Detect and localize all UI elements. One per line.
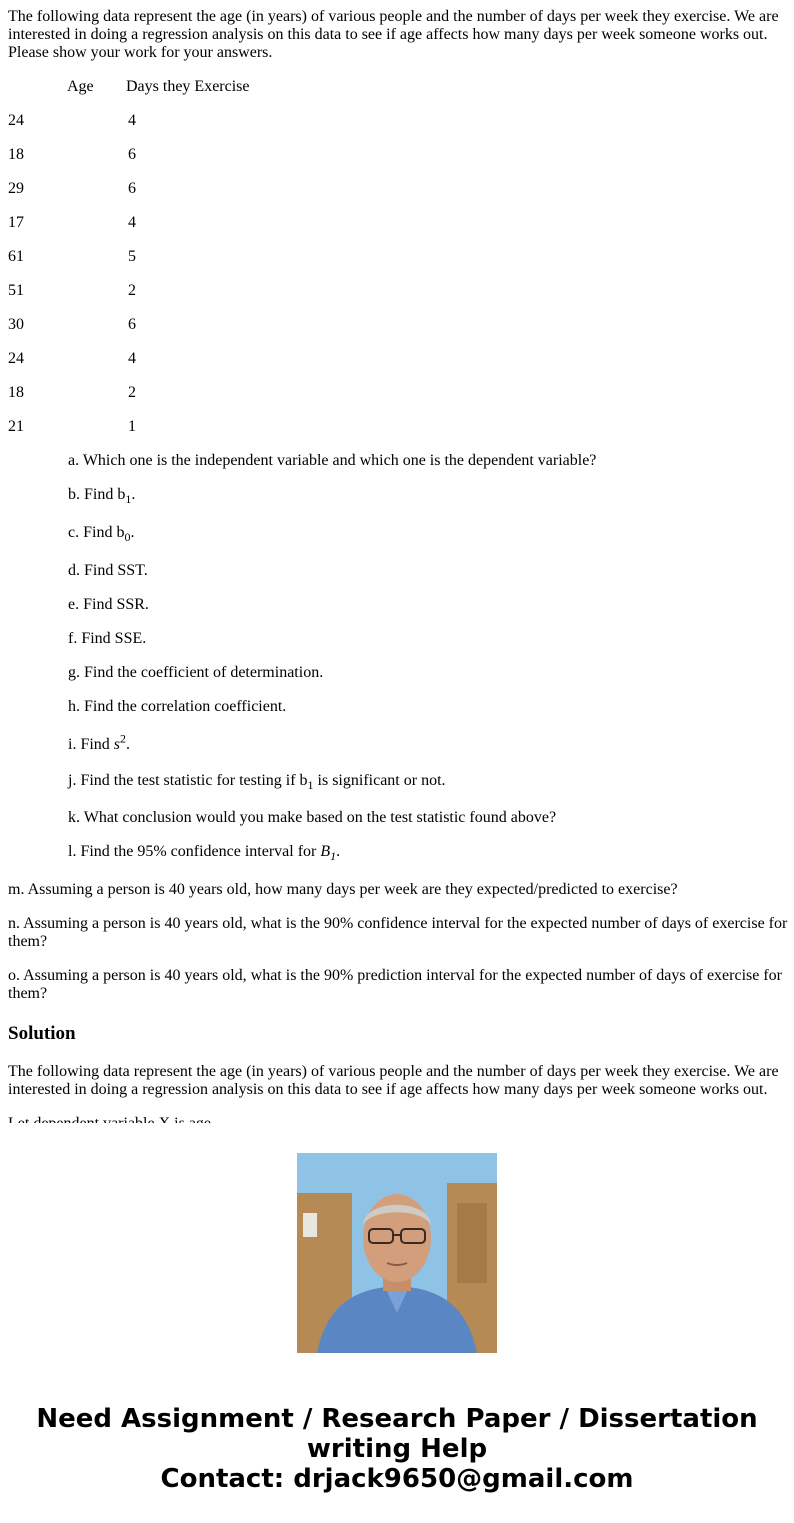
table-cell-days: 6 [128,146,136,163]
question-o: o. Assuming a person is 40 years old, what is the 90% prediction interval for the expected number of days of exercise for them? [8,967,783,1002]
table-cell-age: 24 [8,350,24,367]
promo-footer [0,1123,794,1523]
table-cell-age: 51 [8,282,24,299]
table-cell-days: 6 [128,316,136,333]
question-d: d. Find SST. [68,562,148,579]
question-c-text: c. Find b [68,524,125,541]
table-cell-age: 61 [8,248,24,265]
contact-banner [0,1404,794,1494]
question-i [68,731,788,754]
question-f: f. Find SSE. [68,630,147,647]
banner-line-2: writing Help [306,1434,488,1464]
question-c-subscript: 0 [124,530,131,545]
question-i-superscript: 2 [120,731,127,746]
question-b-period: . [131,486,136,503]
age-column-header: Age [67,78,94,95]
question-g: g. Find the coefficient of determination. [68,664,324,681]
solution-paragraph: The following data represent the age (in years) of various people and the number of days per week they exercise. We are interested in doing a regression analysis on this data to see if age affects how many days per week someone works out. [8,1063,779,1098]
table-cell-days: 4 [128,112,136,129]
table-cell-age: 18 [8,384,24,401]
question-j-subscript: 1 [307,778,314,793]
question-h: h. Find the correlation coefficient. [68,698,287,715]
table-cell-age: 18 [8,146,24,163]
question-b-subscript: 1 [125,492,132,507]
portrait-image [297,1153,497,1353]
table-cell-age: 21 [8,418,24,435]
question-j-tail: is significant or not. [313,772,446,789]
table-cell-days: 1 [128,418,136,435]
table-cell-age: 29 [8,180,24,197]
question-j [68,772,788,793]
question-a: a. Which one is the independent variable and which one is the dependent variable? [68,452,597,469]
question-b-text: b. Find b [68,486,126,503]
question-b [68,486,788,507]
author-avatar [297,1153,497,1353]
banner-line-1: Need Assignment / Research Paper / Dissertation [36,1404,758,1434]
table-cell-days: 6 [128,180,136,197]
question-c-period: . [130,524,135,541]
table-cell-age: 30 [8,316,24,333]
question-m: m. Assuming a person is 40 years old, how many days per week are they expected/predicted to exercise? [8,881,678,898]
question-i-text: i. Find [68,736,114,753]
question-k: k. What conclusion would you make based on the test statistic found above? [68,809,557,826]
table-cell-age: 24 [8,112,24,129]
table-cell-days: 4 [128,214,136,231]
question-j-text: j. Find the test statistic for testing if b [68,772,308,789]
question-n: n. Assuming a person is 40 years old, what is the 90% confidence interval for the expected number of days of exercise for them? [8,915,788,950]
days-column-header: Days they Exercise [126,78,250,95]
question-i-variable: s [113,736,121,753]
intro-paragraph: The following data represent the age (in years) of various people and the number of days per week they exercise. We are interested in doing a regression analysis on this data to see if age affects how many days per week someone works out. Please show your work for your answers. [8,8,779,61]
banner-contact-email[interactable]: Contact: drjack9650@gmail.com [160,1464,634,1494]
table-cell-days: 4 [128,350,136,367]
solution-heading: Solution [8,1023,76,1044]
table-cell-days: 2 [128,384,136,401]
question-c [68,524,788,545]
question-l-period: . [336,843,341,860]
question-l-text: l. Find the 95% confidence interval for [68,843,321,860]
question-e: e. Find SSR. [68,596,149,613]
question-i-period: . [126,736,131,753]
question-l-subscript: 1 [330,849,337,864]
question-l [68,843,788,864]
question-l-variable: B [320,843,331,860]
table-cell-age: 17 [8,214,24,231]
table-cell-days: 2 [128,282,136,299]
table-cell-days: 5 [128,248,136,265]
